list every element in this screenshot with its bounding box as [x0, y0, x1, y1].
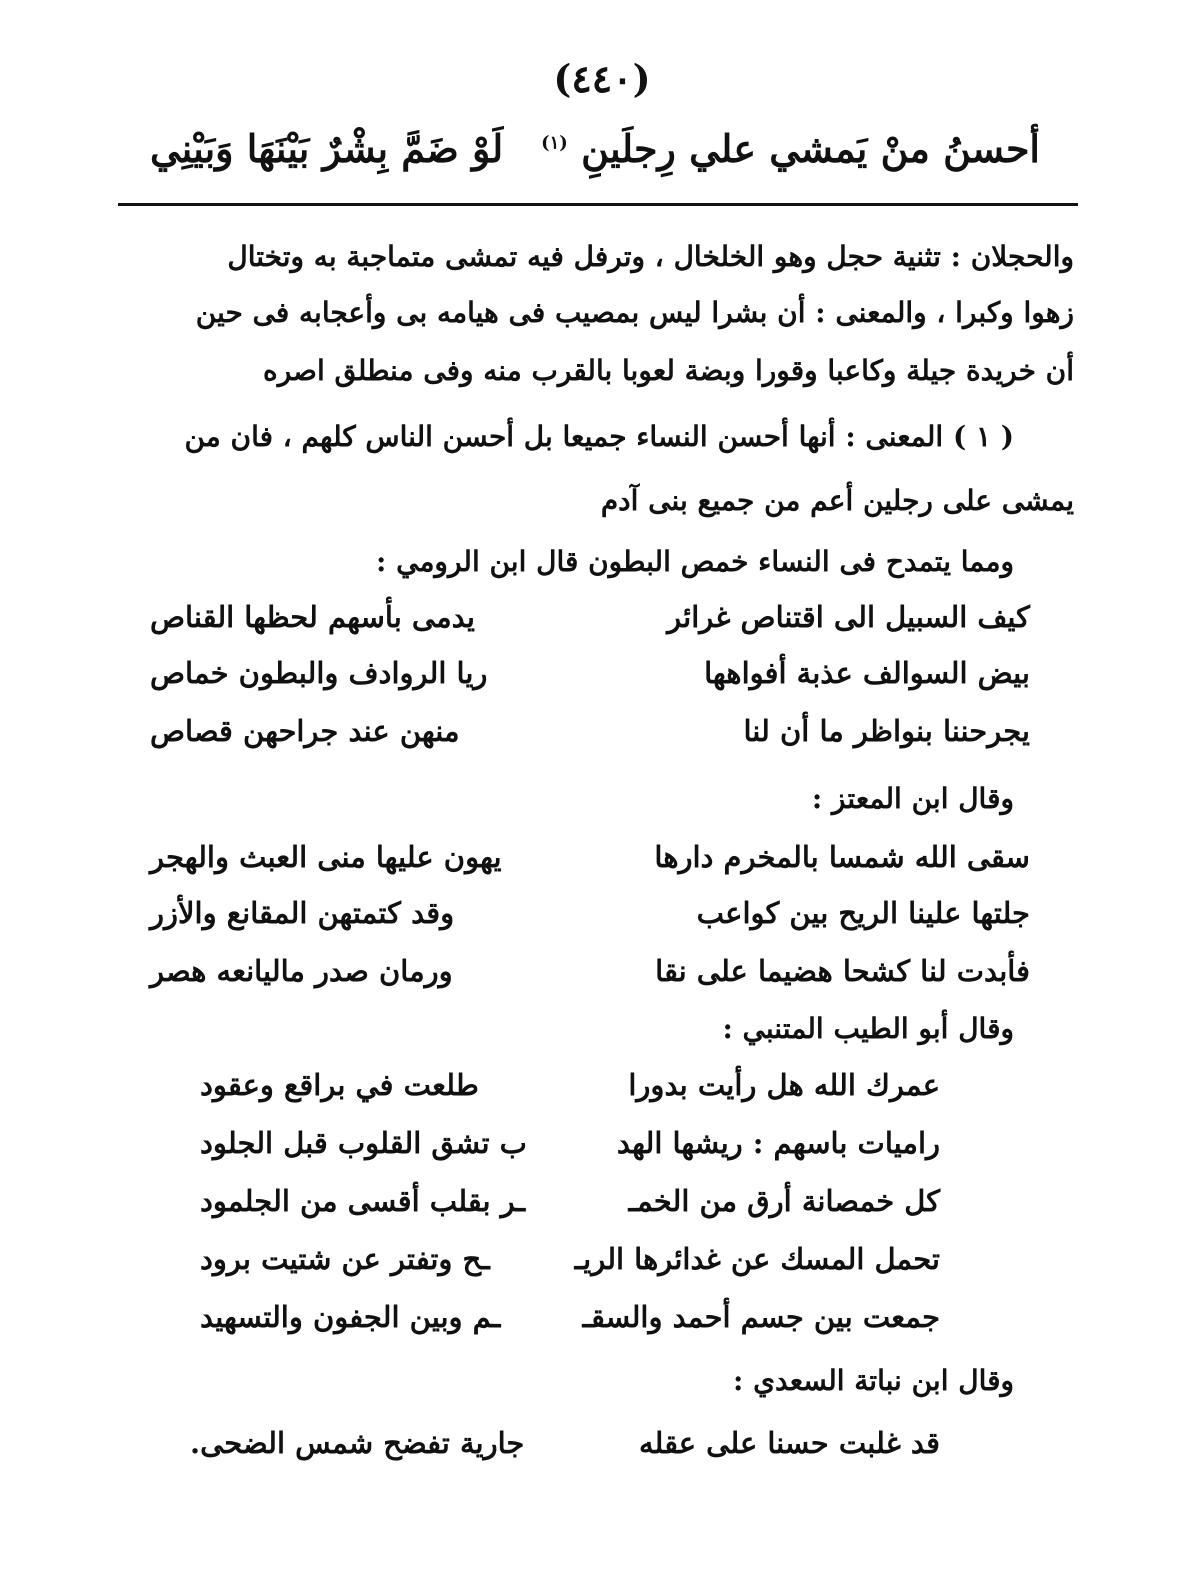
verse-row — [190, 1426, 940, 1470]
verse-first-hemistich: فأبدت لنا كشحا هضيما على نقا — [655, 954, 1030, 988]
verse-first-hemistich: عمرك الله هل رأيت بدورا — [628, 1068, 940, 1102]
verse-row — [150, 656, 1030, 700]
header-verse-second-hemistich: لَوْ ضَمَّ بِشْرٌ بَيْنَهَا وَبَيْنِي — [150, 126, 504, 171]
verse-second-hemistich: ـح وتفتر عن شتيت برود — [200, 1242, 490, 1276]
footnote-marker: (١) — [541, 132, 568, 154]
verse-second-hemistich: ورمان صدر ماليانعه هصر — [150, 954, 453, 988]
verse-first-hemistich: بيض السوالف عذبة أفواهها — [704, 656, 1030, 690]
section-intro-ibn-al-mutazz: وقال ابن المعتز : — [811, 782, 1014, 815]
header-divider — [118, 203, 1078, 206]
verse-second-hemistich: ريا الروادف والبطون خماص — [150, 656, 488, 690]
verse-second-hemistich: وقد كتمتهن المقانع والأزر — [150, 896, 455, 930]
verse-first-hemistich: يجرحننا بنواظر ما أن لنا — [743, 714, 1030, 748]
section-intro-ibn-nubata: وقال ابن نباتة السعدي : — [733, 1364, 1014, 1397]
page-number: (٤٤٠) — [553, 56, 651, 101]
verse-second-hemistich: جارية تفضح شمس الضحى. — [190, 1426, 525, 1460]
verse-first-hemistich: قد غلبت حسنا على عقله — [638, 1426, 940, 1460]
commentary-line: والحجلان : تثنية حجل وهو الخلخال ، وترفل فيه تمشى متماجبة به وتختال — [227, 240, 1074, 273]
verse-second-hemistich: ب تشق القلوب قبل الجلود — [200, 1126, 527, 1160]
verse-row — [200, 1068, 940, 1112]
verse-first-hemistich: كيف السبيل الى اقتناص غرائر — [667, 600, 1030, 634]
verse-second-hemistich: يدمى بأسهم لحظها القناص — [150, 600, 475, 634]
verse-row — [150, 896, 1030, 940]
section-intro-ibn-al-rumi: ومما يتمدح فى النساء خمص البطون قال ابن الرومي : — [376, 545, 1014, 578]
verse-row — [150, 714, 1030, 758]
verse-first-hemistich: تحمل المسك عن غدائرها الريـ — [574, 1242, 940, 1276]
header-verse-first-hemistich — [541, 126, 1040, 171]
verse-row — [200, 1184, 940, 1228]
verse-second-hemistich: يهون عليها منى العبث والهجر — [150, 840, 502, 874]
verse-first-hemistich: جلتها علينا الريح بين كواعب — [696, 896, 1030, 930]
verse-second-hemistich: ـم وبين الجفون والتسهيد — [200, 1300, 501, 1334]
footnote-line: ( ١ ) المعنى : أنها أحسن النساء جميعا بل أحسن الناس كلهم ، فان من — [184, 420, 1014, 453]
verse-row — [150, 954, 1030, 998]
verse-row — [150, 840, 1030, 884]
commentary-line: زهوا وكبرا ، والمعنى : أن بشرا ليس بمصيب فى هيامه بى وأعجابه فى حين — [195, 296, 1074, 329]
commentary-line: أن خريدة جيلة وكاعبا وقورا وبضة لعوبا بالقرب منه وفى منطلق اصره — [263, 354, 1074, 387]
verse-second-hemistich: طلعت في براقع وعقود — [200, 1068, 479, 1102]
footnote-line: يمشى على رجلين أعم من جميع بنى آدم — [600, 484, 1074, 517]
verse-second-hemistich: منهن عند جراحهن قصاص — [150, 714, 460, 748]
section-intro-al-mutanabbi: وقال أبو الطيب المتنبي : — [722, 1012, 1014, 1045]
header-verse — [150, 126, 1040, 186]
verse-first-hemistich: راميات باسهم : ريشها الهد — [616, 1126, 940, 1160]
verse-row — [200, 1126, 940, 1170]
verse-row — [200, 1300, 940, 1344]
verse-row — [150, 600, 1030, 644]
header-verse-first-text: أحسنُ منْ يَمشي علي رِجلَينِ — [581, 126, 1040, 171]
verse-first-hemistich: سقى الله شمسا بالمخرم دارها — [654, 840, 1030, 874]
verse-first-hemistich: جمعت بين جسم أحمد والسقـ — [582, 1300, 940, 1334]
verse-first-hemistich: كل خمصانة أرق من الخمـ — [628, 1184, 940, 1218]
verse-second-hemistich: ـر بقلب أقسى من الجلمود — [200, 1184, 526, 1218]
verse-row — [200, 1242, 940, 1286]
